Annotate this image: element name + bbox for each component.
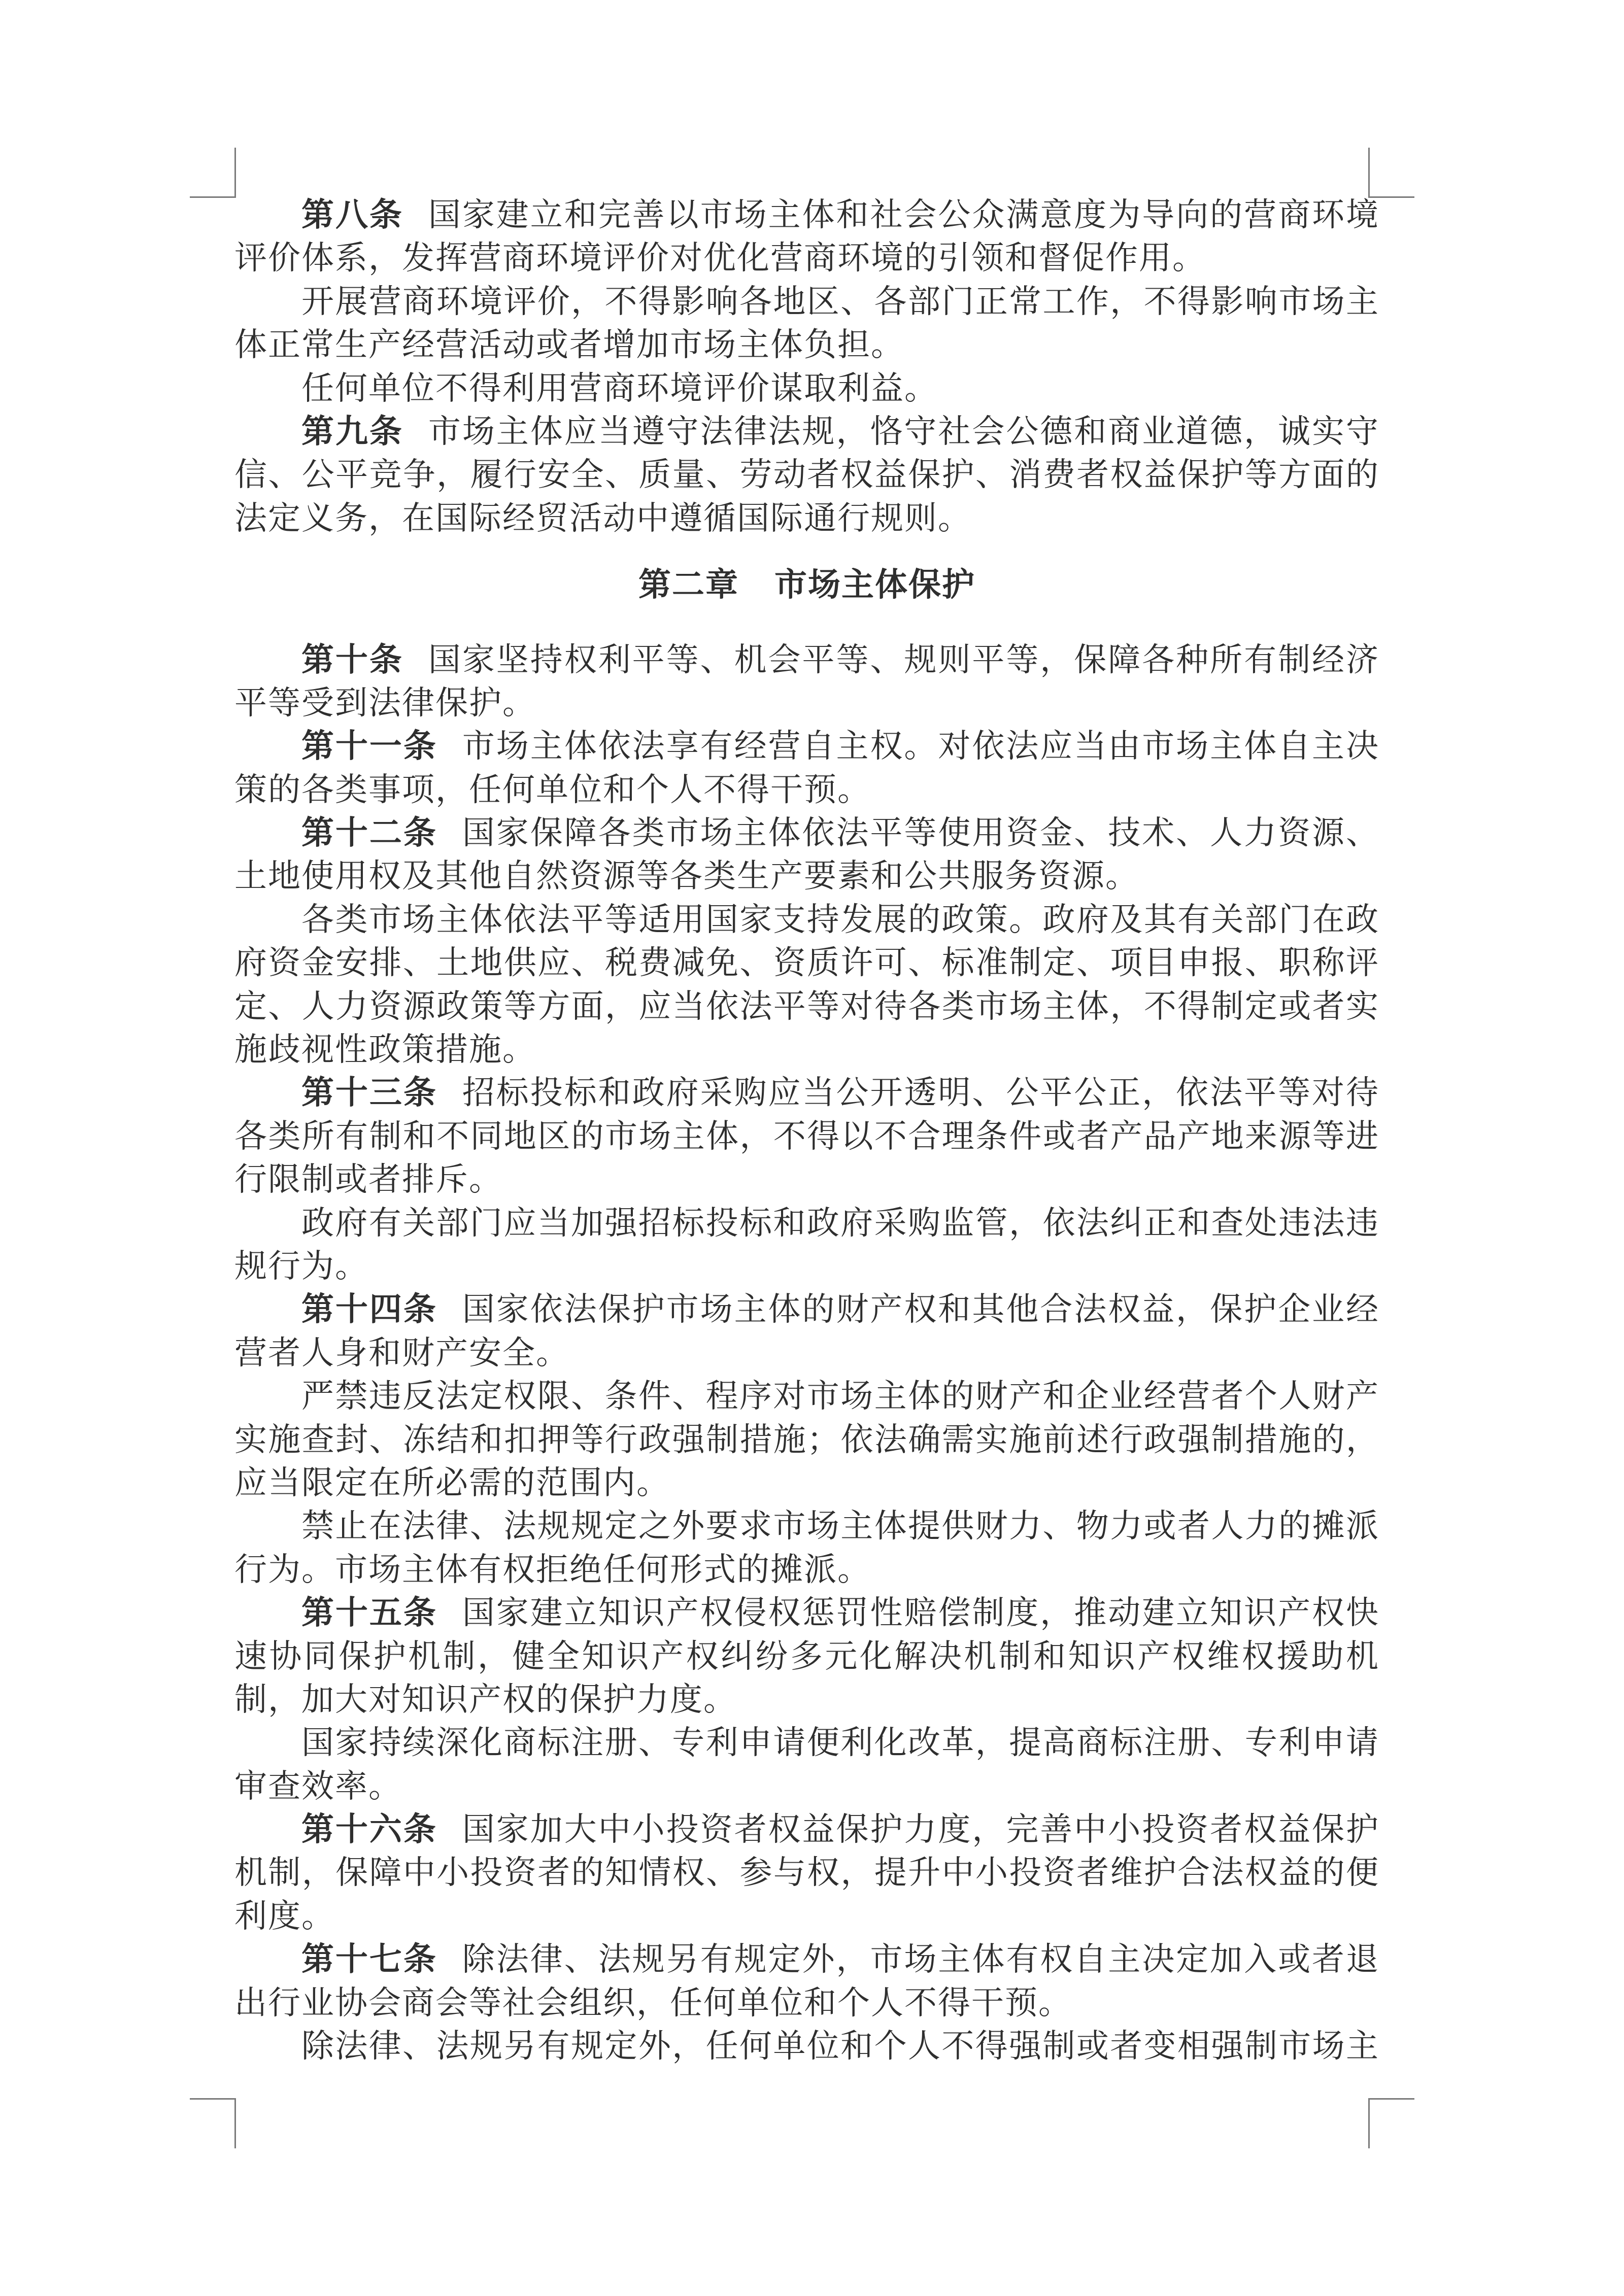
line-text: 出行业协会商会等社会组织，任何单位和个人不得干预。 — [234, 1984, 1072, 2021]
text-line — [234, 638, 1379, 681]
line-text: 国家建立和完善以市场主体和社会公众满意度为导向的营商环境 — [427, 196, 1380, 233]
text-line — [234, 1158, 1379, 1201]
text-line — [234, 811, 1379, 854]
article-number: 第十五条 — [301, 1594, 437, 1631]
text-line — [234, 1202, 1379, 1245]
crop-mark-top-right — [1368, 148, 1414, 198]
text-line — [234, 280, 1379, 323]
text-line — [234, 1288, 1379, 1331]
text-line — [234, 1678, 1379, 1721]
line-text: 土地使用权及其他自然资源等各类生产要素和公共服务资源。 — [234, 858, 1139, 895]
text-line — [234, 236, 1379, 280]
text-line — [234, 1418, 1379, 1461]
text-line — [234, 1981, 1379, 2025]
line-text: 府资金安排、土地供应、税费减免、资质许可、标准制定、项目申报、职称评 — [234, 944, 1379, 981]
text-line — [234, 681, 1379, 725]
text-line — [234, 1938, 1379, 1981]
line-text: 机制，保障中小投资者的知情权、参与权，提升中小投资者维护合法权益的便 — [234, 1854, 1379, 1891]
line-text: 国家坚持权利平等、机会平等、规则平等，保障各种所有制经济 — [427, 641, 1380, 678]
text-line — [234, 193, 1379, 236]
article-number: 第十六条 — [301, 1811, 437, 1848]
text-line — [234, 985, 1379, 1028]
article-number: 第十四条 — [301, 1291, 437, 1328]
line-text: 定、人力资源政策等方面，应当依法平等对待各类市场主体，不得制定或者实 — [234, 987, 1379, 1024]
article-number: 第十三条 — [301, 1074, 437, 1111]
line-text: 国家建立知识产权侵权惩罚性赔偿制度，推动建立知识产权快 — [461, 1594, 1380, 1631]
line-text: 速协同保护机制，健全知识产权纠纷多元化解决机制和知识产权维权援助机 — [234, 1637, 1379, 1674]
text-block — [234, 193, 1379, 2068]
text-line — [234, 497, 1379, 540]
text-line — [234, 1808, 1379, 1851]
line-text: 市场主体依法享有经营自主权。对依法应当由市场主体自主决 — [461, 728, 1380, 765]
line-text: 平等受到法律保护。 — [234, 684, 536, 721]
text-line — [234, 1721, 1379, 1764]
text-line — [234, 367, 1379, 410]
crop-mark-bottom-right — [1368, 2098, 1414, 2148]
line-text: 规行为。 — [234, 1247, 368, 1284]
text-line — [234, 410, 1379, 453]
line-text: 法定义务，在国际经贸活动中遵循国际通行规则。 — [234, 499, 971, 536]
line-text: 任何单位不得利用营商环境评价谋取利益。 — [301, 369, 938, 406]
line-text: 信、公平竞争，履行安全、质量、劳动者权益保护、消费者权益保护等方面的 — [234, 456, 1379, 493]
text-line — [234, 1851, 1379, 1894]
article-number: 第十二条 — [301, 814, 437, 851]
chapter-number: 第二章 — [638, 566, 739, 603]
article-number: 第九条 — [301, 413, 403, 450]
line-text: 国家依法保护市场主体的财产权和其他合法权益，保护企业经 — [461, 1291, 1380, 1328]
text-line — [234, 1504, 1379, 1548]
line-text: 国家持续深化商标注册、专利申请便利化改革，提高商标注册、专利申请 — [301, 1724, 1379, 1761]
line-text: 各类所有制和不同地区的市场主体，不得以不合理条件或者产品产地来源等进 — [234, 1117, 1379, 1154]
text-line — [234, 1071, 1379, 1114]
crop-mark-bottom-left — [190, 2098, 236, 2148]
line-text: 评价体系，发挥营商环境评价对优化营商环境的引领和督促作用。 — [234, 239, 1206, 277]
text-line — [234, 1765, 1379, 1808]
article-number: 第八条 — [301, 196, 403, 233]
line-text: 严禁违反法定权限、条件、程序对市场主体的财产和企业经营者个人财产 — [301, 1378, 1379, 1415]
text-line — [234, 1591, 1379, 1634]
text-line — [234, 725, 1379, 768]
chapter-title: 市场主体保护 — [774, 566, 975, 603]
line-text: 禁止在法律、法规规定之外要求市场主体提供财力、物力或者人力的摊派 — [301, 1507, 1379, 1545]
text-line — [234, 1028, 1379, 1071]
line-text: 除法律、法规另有规定外，任何单位和个人不得强制或者变相强制市场主 — [301, 2028, 1379, 2065]
chapter-heading — [234, 563, 1379, 606]
line-text: 实施查封、冻结和扣押等行政强制措施；依法确需实施前述行政强制措施的， — [234, 1421, 1379, 1458]
line-text: 招标投标和政府采购应当公开透明、公平公正，依法平等对待 — [461, 1074, 1380, 1111]
line-text: 营者人身和财产安全。 — [234, 1334, 569, 1371]
article-number: 第十七条 — [301, 1941, 437, 1978]
text-line — [234, 323, 1379, 366]
text-line — [234, 1635, 1379, 1678]
line-text: 政府有关部门应当加强招标投标和政府采购监管，依法纠正和查处违法违 — [301, 1204, 1379, 1241]
text-line — [234, 453, 1379, 496]
line-text: 国家加大中小投资者权益保护力度，完善中小投资者权益保护 — [461, 1811, 1380, 1848]
line-text: 应当限定在所必需的范围内。 — [234, 1464, 670, 1501]
line-text: 审查效率。 — [234, 1767, 402, 1804]
text-line — [234, 2025, 1379, 2068]
article-number: 第十一条 — [301, 728, 437, 765]
line-text: 开展营商环境评价，不得影响各地区、各部门正常工作，不得影响市场主 — [301, 283, 1379, 320]
text-line — [234, 1375, 1379, 1418]
text-line — [234, 898, 1379, 941]
text-line — [234, 1331, 1379, 1375]
line-text: 市场主体应当遵守法律法规，恪守社会公德和商业道德，诚实守 — [427, 413, 1380, 450]
line-text: 国家保障各类市场主体依法平等使用资金、技术、人力资源、 — [461, 814, 1380, 851]
line-text: 制，加大对知识产权的保护力度。 — [234, 1681, 737, 1718]
text-line — [234, 941, 1379, 984]
line-text: 体正常生产经营活动或者增加市场主体负担。 — [234, 326, 904, 363]
text-line — [234, 1115, 1379, 1158]
line-text: 行为。市场主体有权拒绝任何形式的摊派。 — [234, 1551, 871, 1588]
text-line — [234, 1548, 1379, 1591]
line-text: 利度。 — [234, 1897, 335, 1934]
text-line — [234, 1895, 1379, 1938]
text-line — [234, 1245, 1379, 1288]
text-line — [234, 1461, 1379, 1504]
crop-mark-top-left — [190, 148, 236, 198]
article-number: 第十条 — [301, 641, 403, 678]
text-line — [234, 768, 1379, 811]
line-text: 行限制或者排斥。 — [234, 1161, 502, 1198]
text-line — [234, 854, 1379, 898]
line-text: 施歧视性政策措施。 — [234, 1031, 536, 1068]
line-text: 策的各类事项，任何单位和个人不得干预。 — [234, 771, 871, 808]
line-text: 各类市场主体依法平等适用国家支持发展的政策。政府及其有关部门在政 — [301, 901, 1379, 938]
line-text: 除法律、法规另有规定外，市场主体有权自主决定加入或者退 — [461, 1941, 1380, 1978]
